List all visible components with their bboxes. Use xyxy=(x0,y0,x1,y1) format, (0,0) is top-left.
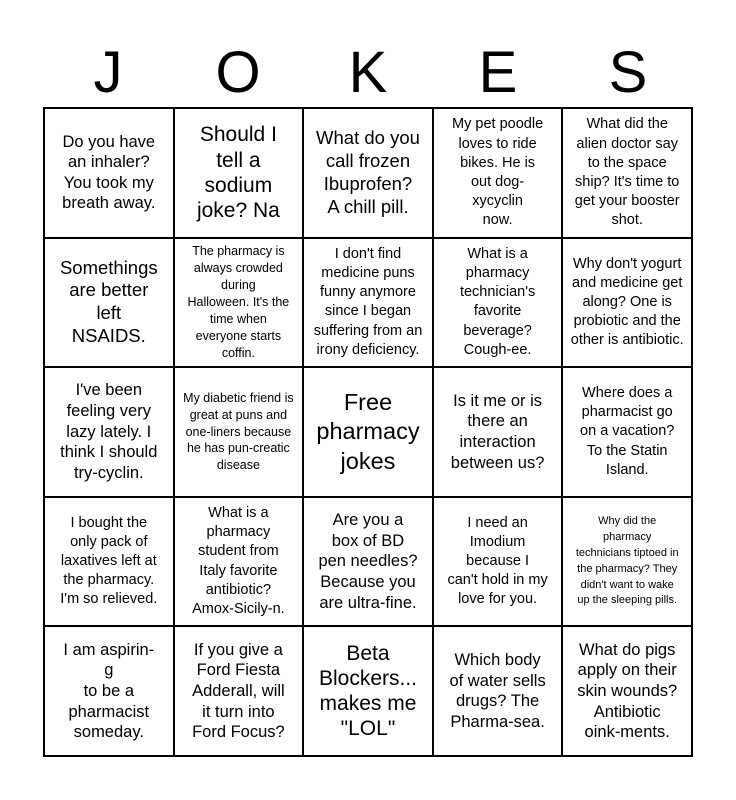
bingo-cell[interactable] xyxy=(433,238,563,368)
cell-text: Somethings are better left NSAIDS. xyxy=(59,256,158,347)
bingo-cell[interactable] xyxy=(174,108,304,238)
free-space-cell[interactable] xyxy=(303,367,433,497)
cell-text: Is it me or is there an interaction between us? xyxy=(450,391,545,472)
cell-text: What do pigs apply on their skin wounds? Antibiotic oink-ments. xyxy=(577,640,678,742)
cell-text: Why don't yogurt and medicine get along? One is probiotic and the other is antibiotic. xyxy=(570,255,684,349)
bingo-cell[interactable] xyxy=(44,108,174,238)
bingo-cell[interactable] xyxy=(433,367,563,497)
cell-text: What do you call frozen Ibuprofen? A chill pill. xyxy=(316,126,420,217)
cell-text: What is a pharmacy technician's favorite beverage? Cough-ee. xyxy=(459,246,536,358)
bingo-cell[interactable] xyxy=(303,626,433,756)
bingo-cell[interactable] xyxy=(44,238,174,368)
bingo-cell[interactable] xyxy=(433,108,563,238)
cell-text: Free pharmacy jokes xyxy=(316,388,420,474)
title-letter-s: S xyxy=(608,40,648,105)
cell-text: I need an Imodium because I can't hold in my love for you. xyxy=(447,514,548,608)
cell-text: Where does a pharmacist go on a vacation? To the Statin Island. xyxy=(580,385,675,478)
bingo-cell[interactable] xyxy=(433,626,563,756)
bingo-cell[interactable] xyxy=(174,497,304,627)
bingo-cell[interactable] xyxy=(174,626,304,756)
bingo-cell[interactable] xyxy=(562,108,692,238)
bingo-cell[interactable] xyxy=(562,626,692,756)
title-letter-k: K xyxy=(348,40,388,105)
cell-text: I don't find medicine puns funny anymore since I began suffering from an irony deficiency. xyxy=(313,246,423,358)
cell-text: My diabetic friend is great at puns and one-liners because he has pun-creatic disease xyxy=(183,390,294,473)
bingo-cell[interactable] xyxy=(174,238,304,368)
cell-text: If you give a Ford Fiesta Adderall, will it turn into Ford Focus? xyxy=(192,640,285,742)
bingo-cell[interactable] xyxy=(44,367,174,497)
cell-text: I've been feeling very lazy lately. I think I should try-cyclin. xyxy=(60,381,158,482)
bingo-cell[interactable] xyxy=(303,497,433,627)
cell-text: What did the alien doctor say to the space ship? It's time to get your booster shot. xyxy=(574,116,680,229)
cell-text: Which body of water sells drugs? The Pharma-sea. xyxy=(449,650,546,731)
title-letter-j: J xyxy=(93,40,123,105)
cell-text: Are you a box of BD pen needles? Because you are ultra-fine. xyxy=(318,511,418,612)
bingo-cell[interactable] xyxy=(44,626,174,756)
bingo-cell[interactable] xyxy=(433,497,563,627)
bingo-board xyxy=(43,107,693,757)
cell-text: Why did the pharmacy technicians tiptoed in the pharmacy? They didn't want to wake up the sleeping pills. xyxy=(575,514,679,607)
cell-text: Should I tell a sodium joke? Na xyxy=(196,123,280,222)
bingo-cell[interactable] xyxy=(174,367,304,497)
bingo-cell[interactable] xyxy=(562,238,692,368)
title-letter-o: O xyxy=(215,40,261,105)
cell-text: Beta Blockers... makes me "LOL" xyxy=(318,641,417,741)
bingo-title xyxy=(43,40,693,106)
bingo-cell[interactable] xyxy=(562,367,692,497)
bingo-cell[interactable] xyxy=(303,108,433,238)
cell-text: I bought the only pack of laxatives left at the pharmacy. I'm so relieved. xyxy=(60,514,158,608)
cell-text: The pharmacy is always crowded during Halloween. It's the time when everyone starts coffin. xyxy=(187,244,290,360)
bingo-cell[interactable] xyxy=(44,497,174,627)
bingo-cell[interactable] xyxy=(303,238,433,368)
title-letter-e: E xyxy=(478,40,518,105)
cell-text: What is a pharmacy student from Italy favorite antibiotic? Amox-Sicily-n. xyxy=(192,505,285,617)
cell-text: Do you have an inhaler? You took my breath away. xyxy=(62,132,156,213)
cell-text: My pet poodle loves to ride bikes. He is out dog- xycyclin now. xyxy=(452,116,544,229)
bingo-cell[interactable] xyxy=(562,497,692,627)
cell-text: I am aspirin- g to be a pharmacist someday. xyxy=(63,640,155,742)
